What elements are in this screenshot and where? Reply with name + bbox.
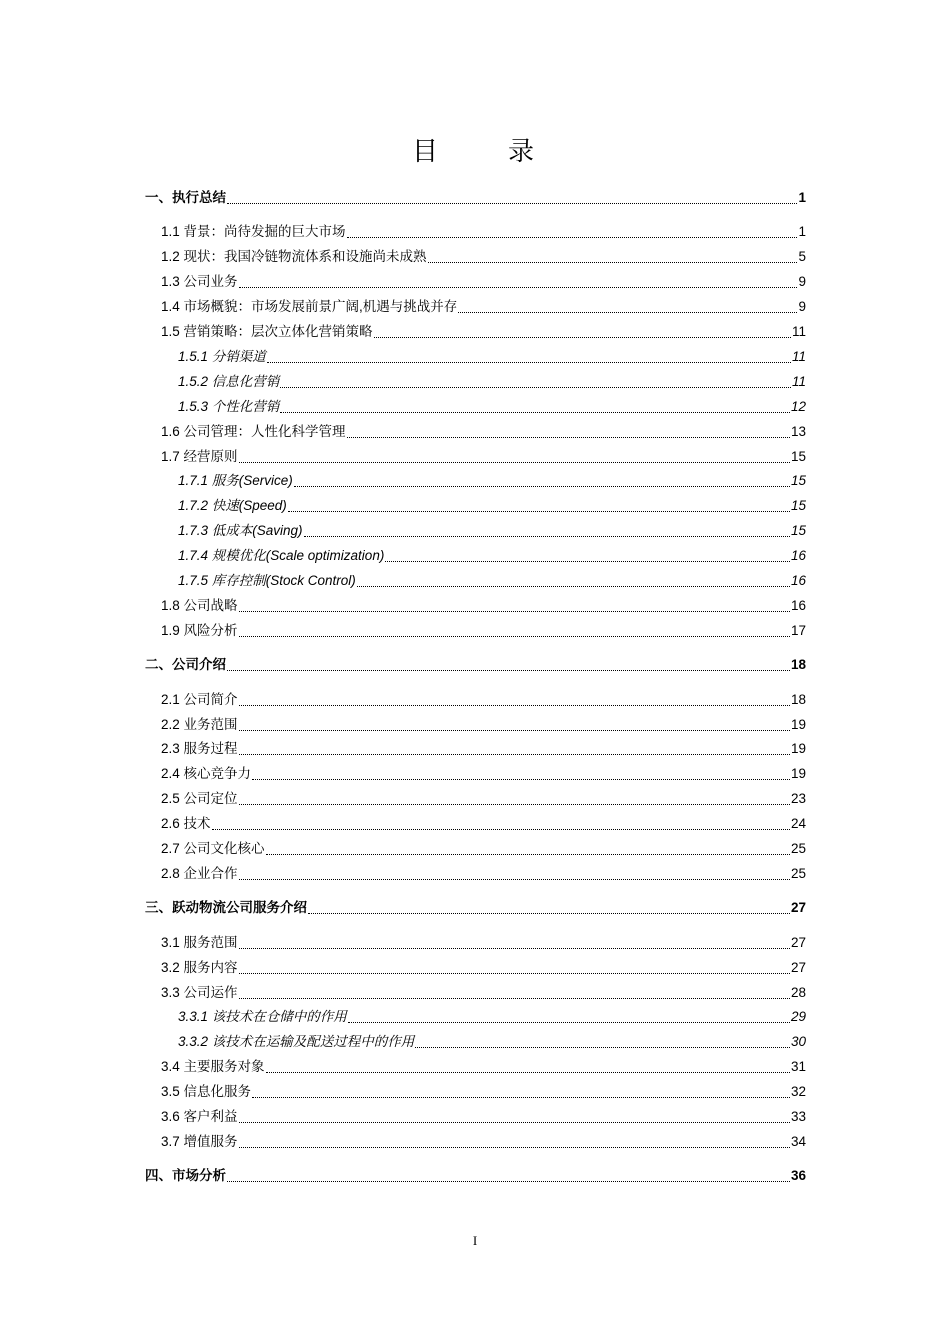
toc-entry-label: 1.7 经营原则 bbox=[161, 448, 238, 464]
toc-entry-label: 3.3.2 该技术在运输及配送过程中的作用 bbox=[178, 1034, 415, 1050]
toc-section-entry[interactable] bbox=[161, 616, 806, 640]
toc-entry-label: 1.3 公司业务 bbox=[161, 274, 238, 290]
toc-entry-page-number: 18 bbox=[790, 657, 806, 673]
toc-entry-label: 3.3 公司运作 bbox=[161, 984, 238, 1000]
toc-subsection-entry[interactable] bbox=[178, 541, 806, 565]
toc-chapter-entry[interactable] bbox=[145, 893, 806, 917]
toc-dot-leader bbox=[385, 560, 790, 562]
toc-entry-label: 3.3.1 该技术在仓储中的作用 bbox=[178, 1009, 347, 1025]
toc-entry-page-number: 31 bbox=[790, 1059, 806, 1075]
toc-entry-page-number: 34 bbox=[790, 1133, 806, 1149]
toc-entry-page-number: 24 bbox=[790, 816, 806, 832]
toc-entry-page-number: 15 bbox=[790, 523, 806, 539]
toc-dot-leader bbox=[227, 669, 790, 671]
toc-entry-page-number: 28 bbox=[790, 984, 806, 1000]
toc-dot-leader bbox=[239, 610, 790, 612]
toc-entry-label: 1.2 现状：我国冷链物流体系和设施尚未成熟 bbox=[161, 249, 427, 265]
toc-section-entry[interactable] bbox=[161, 685, 806, 709]
toc-section-entry[interactable] bbox=[161, 928, 806, 952]
toc-entry-label: 1.1 背景：尚待发掘的巨大市场 bbox=[161, 224, 346, 240]
toc-subsection-entry[interactable] bbox=[178, 392, 806, 416]
toc-entry-label: 1.5.1 分销渠道 bbox=[178, 348, 266, 364]
toc-section-entry[interactable] bbox=[161, 978, 806, 1002]
toc-dot-leader bbox=[227, 202, 797, 204]
toc-dot-leader bbox=[374, 336, 791, 338]
toc-entry-page-number: 11 bbox=[791, 348, 806, 364]
toc-section-entry[interactable] bbox=[161, 217, 806, 241]
toc-entry-page-number: 9 bbox=[798, 299, 806, 315]
toc-section-entry[interactable] bbox=[161, 859, 806, 883]
toc-entry-page-number: 16 bbox=[790, 573, 806, 588]
toc-entry-label: 1.5 营销策略：层次立体化营销策略 bbox=[161, 324, 373, 339]
toc-chapter-entry[interactable] bbox=[145, 650, 806, 674]
toc-section-entry[interactable] bbox=[161, 242, 806, 266]
toc-dot-leader bbox=[347, 436, 790, 438]
toc-entry-label: 3.6 客户利益 bbox=[161, 1109, 238, 1124]
toc-entry-page-number: 16 bbox=[790, 597, 806, 613]
toc-entry-page-number: 1 bbox=[798, 224, 806, 240]
toc-dot-leader bbox=[357, 585, 790, 587]
toc-subsection-entry[interactable] bbox=[178, 1027, 806, 1051]
toc-entry-label: 1.4 市场概貌：市场发展前景广阔,机遇与挑战并存 bbox=[161, 299, 458, 315]
toc-entry-label: 1.7.1 服务(Service) bbox=[178, 473, 293, 489]
toc-entry-label: 3.7 增值服务 bbox=[161, 1133, 238, 1149]
page-title: 目 录 bbox=[411, 137, 556, 167]
toc-section-entry[interactable] bbox=[161, 710, 806, 734]
toc-entry-page-number: 19 bbox=[790, 766, 806, 782]
toc-section-entry[interactable] bbox=[161, 953, 806, 977]
toc-entry-page-number: 18 bbox=[790, 691, 806, 707]
toc-entry-page-number: 25 bbox=[790, 865, 806, 881]
toc-dot-leader bbox=[280, 411, 790, 413]
toc-dot-leader bbox=[304, 535, 790, 537]
toc-dot-leader bbox=[266, 1071, 790, 1073]
toc-entry-page-number: 1 bbox=[798, 190, 806, 205]
toc-dot-leader bbox=[280, 386, 791, 388]
toc-entry-page-number: 9 bbox=[798, 274, 806, 290]
toc-entry-page-number: 19 bbox=[790, 741, 806, 757]
toc-entry-label: 1.5.3 个性化营销 bbox=[178, 398, 280, 414]
toc-entry-page-number: 15 bbox=[790, 473, 806, 489]
toc-dot-leader bbox=[239, 729, 790, 731]
toc-entry-page-number: 16 bbox=[790, 548, 806, 564]
toc-entry-label: 二、公司介绍 bbox=[145, 657, 226, 673]
toc-chapter-entry[interactable] bbox=[145, 1161, 806, 1185]
toc-entry-label: 2.2 业务范围 bbox=[161, 716, 238, 732]
toc-section-entry[interactable] bbox=[161, 267, 806, 291]
toc-entry-page-number: 12 bbox=[790, 398, 806, 414]
toc-section-entry[interactable] bbox=[161, 1102, 806, 1126]
toc-entry-page-number: 33 bbox=[790, 1109, 806, 1124]
toc-dot-leader bbox=[239, 878, 790, 880]
toc-entry-label: 1.6 公司管理：人性化科学管理 bbox=[161, 423, 346, 439]
toc-entry-page-number: 32 bbox=[790, 1084, 806, 1100]
toc-entry-label: 3.4 主要服务对象 bbox=[161, 1059, 265, 1075]
toc-dot-leader bbox=[428, 261, 798, 263]
toc-section-entry[interactable] bbox=[161, 417, 806, 441]
toc-dot-leader bbox=[288, 510, 790, 512]
toc-section-entry[interactable] bbox=[161, 734, 806, 758]
toc-dot-leader bbox=[239, 753, 790, 755]
toc-entry-label: 3.1 服务范围 bbox=[161, 934, 238, 950]
toc-entry-page-number: 30 bbox=[790, 1034, 806, 1050]
toc-dot-leader bbox=[294, 485, 790, 487]
toc-subsection-entry[interactable] bbox=[178, 1002, 806, 1026]
toc-section-entry[interactable] bbox=[161, 1127, 806, 1151]
toc-section-entry[interactable] bbox=[161, 1052, 806, 1076]
toc-entry-label: 1.7.2 快速(Speed) bbox=[178, 498, 287, 514]
toc-dot-leader bbox=[458, 311, 797, 313]
toc-entry-label: 2.6 技术 bbox=[161, 816, 211, 832]
toc-entry-label: 1.8 公司战略 bbox=[161, 597, 238, 613]
toc-entry-page-number: 19 bbox=[790, 716, 806, 732]
toc-section-entry[interactable] bbox=[161, 292, 806, 316]
toc-entry-label: 2.1 公司简介 bbox=[161, 691, 238, 707]
toc-dot-leader bbox=[266, 853, 790, 855]
toc-entry-label: 四、市场分析 bbox=[145, 1168, 226, 1184]
toc-dot-leader bbox=[239, 286, 798, 288]
toc-entry-label: 2.4 核心竞争力 bbox=[161, 766, 252, 782]
toc-dot-leader bbox=[239, 1121, 790, 1123]
toc-entry-label: 2.3 服务过程 bbox=[161, 741, 238, 757]
toc-entry-label: 3.2 服务内容 bbox=[161, 959, 238, 975]
toc-dot-leader bbox=[239, 947, 790, 949]
toc-entry-page-number: 23 bbox=[790, 791, 806, 807]
toc-entry-page-number: 11 bbox=[791, 324, 806, 339]
toc-entry-page-number: 27 bbox=[790, 934, 806, 950]
toc-subsection-entry[interactable] bbox=[178, 491, 806, 515]
toc-entry-label: 1.5.2 信息化营销 bbox=[178, 373, 280, 389]
toc-entry-label: 三、跃动物流公司服务介绍 bbox=[145, 900, 307, 916]
toc-dot-leader bbox=[239, 997, 790, 999]
toc-section-entry[interactable] bbox=[161, 591, 806, 615]
toc-entry-page-number: 17 bbox=[790, 622, 806, 638]
toc-entry-label: 2.8 企业合作 bbox=[161, 865, 238, 881]
toc-section-entry[interactable] bbox=[161, 442, 806, 466]
toc-dot-leader bbox=[227, 1180, 790, 1182]
toc-entry-label: 1.7.3 低成本(Saving) bbox=[178, 523, 303, 539]
toc-entry-label: 3.5 信息化服务 bbox=[161, 1084, 252, 1100]
toc-entry-page-number: 27 bbox=[790, 959, 806, 975]
toc-dot-leader bbox=[239, 704, 790, 706]
toc-dot-leader bbox=[267, 361, 791, 363]
toc-dot-leader bbox=[239, 972, 790, 974]
toc-section-entry[interactable] bbox=[161, 784, 806, 808]
toc-entry-page-number: 5 bbox=[798, 249, 806, 265]
toc-entry-label: 2.7 公司文化核心 bbox=[161, 841, 265, 856]
toc-entry-page-number: 13 bbox=[790, 423, 806, 439]
toc-entry-label: 一、执行总结 bbox=[145, 190, 226, 205]
page-number-footer: I bbox=[472, 1233, 478, 1248]
toc-chapter-entry[interactable] bbox=[145, 183, 806, 207]
toc-subsection-entry[interactable] bbox=[178, 367, 806, 391]
toc-subsection-entry[interactable] bbox=[178, 466, 806, 490]
toc-entry-label: 1.9 风险分析 bbox=[161, 622, 238, 638]
toc-entry-page-number: 25 bbox=[790, 841, 806, 856]
toc-dot-leader bbox=[252, 778, 790, 780]
toc-entry-page-number: 15 bbox=[790, 448, 806, 464]
toc-entry-label: 1.7.4 规模优化(Scale optimization) bbox=[178, 548, 385, 564]
toc-entry-page-number: 27 bbox=[790, 900, 806, 916]
toc-entry-page-number: 36 bbox=[790, 1168, 806, 1184]
toc-subsection-entry[interactable] bbox=[178, 516, 806, 540]
toc-entry-page-number: 29 bbox=[790, 1009, 806, 1025]
toc-dot-leader bbox=[415, 1046, 790, 1048]
toc-entry-page-number: 15 bbox=[790, 498, 806, 514]
toc-dot-leader bbox=[239, 461, 790, 463]
toc-section-entry[interactable] bbox=[161, 1077, 806, 1101]
toc-section-entry[interactable] bbox=[161, 759, 806, 783]
toc-dot-leader bbox=[212, 828, 790, 830]
toc-dot-leader bbox=[239, 635, 790, 637]
toc-subsection-entry[interactable] bbox=[178, 342, 806, 366]
toc-dot-leader bbox=[308, 912, 790, 914]
toc-dot-leader bbox=[239, 1146, 790, 1148]
toc-section-entry[interactable] bbox=[161, 317, 806, 341]
toc-section-entry[interactable] bbox=[161, 809, 806, 833]
toc-subsection-entry[interactable] bbox=[178, 566, 806, 590]
toc-dot-leader bbox=[239, 803, 790, 805]
toc-dot-leader bbox=[252, 1096, 790, 1098]
toc-entry-label: 1.7.5 库存控制(Stock Control) bbox=[178, 573, 356, 588]
toc-dot-leader bbox=[347, 236, 798, 238]
toc-entry-label: 2.5 公司定位 bbox=[161, 791, 238, 807]
toc-section-entry[interactable] bbox=[161, 834, 806, 858]
toc-entry-page-number: 11 bbox=[791, 373, 806, 389]
toc-dot-leader bbox=[348, 1021, 790, 1023]
